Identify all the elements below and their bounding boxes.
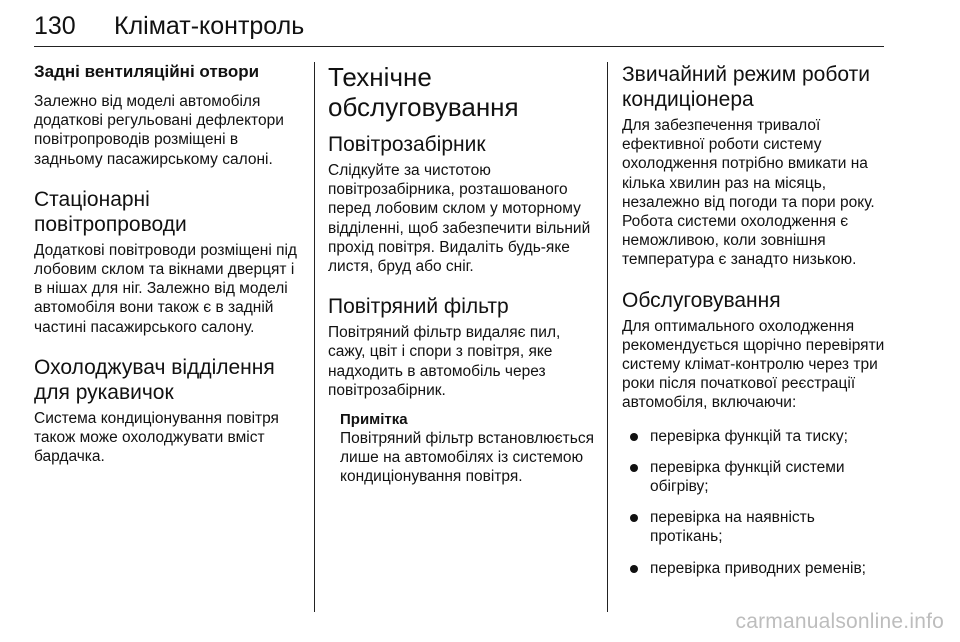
note-label: Примітка	[340, 411, 408, 429]
list-item: перевірка на наявність протікань;	[622, 508, 890, 546]
section-heading-glovebox-cooler: Охолоджувач відділення для рукавичок	[34, 355, 275, 404]
list-item: перевірка функцій системи обігріву;	[622, 458, 890, 496]
section-text-regular-operation: Для забезпечення тривалої ефективної роботи систему охолодження потрібно вмикати на кілька хвилин раз на місяць, незалежно від погоди та пори року. Робота системи охолодження є неможливою, коли зовнішня температура є занадто низькою.	[622, 117, 875, 269]
column-left	[34, 62, 302, 466]
section-heading-air-intake: Повітрозабірник	[328, 133, 486, 156]
section-text-glovebox-cooler: Система кондиціонування повітря також може охолоджувати вміст бардачка.	[34, 409, 279, 466]
bullet-icon	[630, 514, 638, 522]
chapter-heading-maintenance: Технічне обслуговування	[328, 62, 519, 122]
section-heading-service: Обслуговування	[622, 288, 781, 312]
list-item: перевірка функцій та тиску;	[622, 427, 890, 446]
column-middle	[328, 62, 596, 487]
bullet-icon	[630, 433, 638, 441]
section-text-service: Для оптимального охолодження рекомендується щорічно перевіряти систему клімат-контролю через три роки після початкової реєстрації автомобіля, включаючи:	[622, 317, 885, 412]
note-text: Повітряний фільтр встановлюється лише на автомобілях із системою кондиціонування повітря.	[340, 430, 595, 486]
page-header	[34, 6, 884, 47]
watermark-text: carmanualsonline.info	[735, 610, 944, 633]
column-divider-1	[314, 62, 315, 612]
service-checklist	[622, 427, 890, 578]
section-text-air-filter: Повітряний фільтр видаляє пил, сажу, цвіт і спори з повітря, яке надходить в автомобіль через повітрозабірник.	[328, 324, 561, 399]
section-heading-air-filter: Повітряний фільтр	[328, 295, 509, 319]
bullet-icon	[630, 464, 638, 472]
bullet-icon	[630, 565, 638, 573]
list-item: перевірка приводних ременів;	[622, 559, 890, 578]
section-heading-regular-operation: Звичайний режим роботи кондиціонера	[622, 63, 870, 111]
column-right	[622, 62, 890, 590]
section-heading-fixed-ducts: Стаціонарні повітропроводи	[34, 187, 187, 236]
section-heading-rear-vents: Задні вентиляційні отвори	[34, 62, 260, 81]
page-title: Клімат-контроль	[114, 12, 305, 40]
section-text-fixed-ducts: Додаткові повітроводи розміщені під лобовим склом та вікнами дверцят і в нішах для ніг. Залежно від моделі автомобіля вони також є в задній частині пасажирського салону.	[34, 241, 297, 336]
section-text-air-intake: Слідкуйте за чистотою повітрозабірника, розташованого перед лобовим склом у моторному відділенні, щоб забезпечити вільний прохід повітря. Видаліть будь-яке листя, бруд або сніг.	[328, 162, 591, 276]
column-divider-2	[607, 62, 608, 612]
note-block	[340, 410, 596, 487]
section-text-rear-vents: Залежно від моделі автомобіля додаткові регульовані дефлектори повітропроводів розміщені в задньому пасажирському салоні.	[34, 93, 284, 168]
page-number: 130	[34, 12, 76, 40]
